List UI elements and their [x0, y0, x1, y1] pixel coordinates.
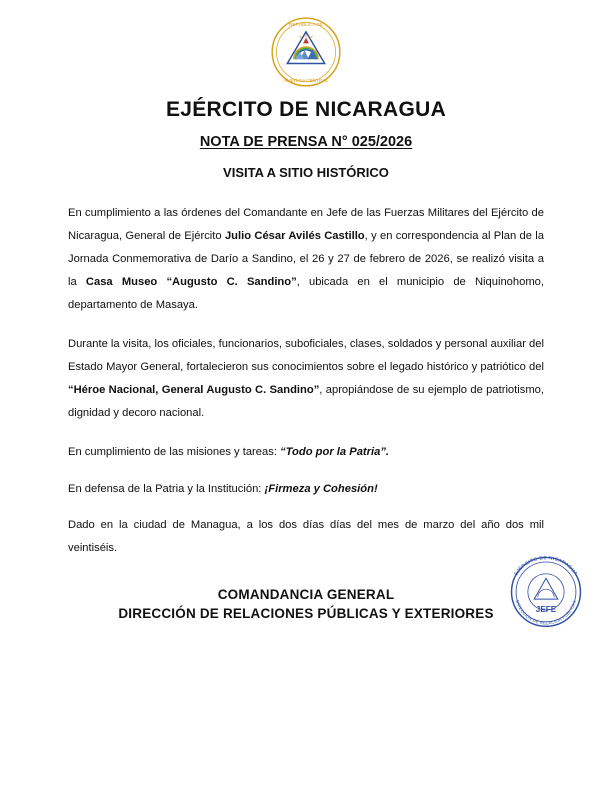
paragraph-5 [68, 514, 544, 560]
text-run: , ubicada en el municipio de Niquinohomo, departamento de Masaya. [68, 275, 544, 311]
crest-container [68, 0, 544, 88]
svg-text:AMÉRICA CENTRAL: AMÉRICA CENTRAL [283, 78, 329, 84]
signature-line-2: DIRECCIÓN DE RELACIONES PÚBLICAS Y EXTERIORES [118, 605, 494, 621]
signature-line-1: COMANDANCIA GENERAL [217, 587, 395, 603]
paragraph-1 [68, 202, 544, 317]
text-run: En cumplimiento a las órdenes del Comandante en Jefe de las Fuerzas Militares del Ejército de Nicaragua, General de Ejército [68, 207, 544, 242]
press-note-number [68, 134, 544, 150]
press-note-number-text: NOTA DE PRENSA N° 025/2026 [199, 134, 413, 150]
text-run: Casa Museo “Augusto C. Sandino” [85, 275, 297, 288]
nicaragua-coat-of-arms-icon [270, 16, 342, 88]
document-body [68, 202, 544, 560]
official-seal-stamp [500, 552, 592, 630]
paragraph-3 [68, 441, 544, 464]
text-run: Durante la visita, los oficiales, funcionarios, suboficiales, clases, soldados y personal auxiliar del Estado Mayor General, fortalecieron sus conocimientos sobre el legado histórico y patriótico del [68, 337, 544, 373]
section-title: VISITA A SITIO HISTÓRICO [223, 165, 389, 180]
paragraph-2 [68, 333, 544, 425]
text-run: ¡Firmeza y Cohesión! [264, 482, 378, 495]
svg-text:EJÉRCITO DE NICARAGUA: EJÉRCITO DE NICARAGUA [514, 556, 578, 577]
text-run: En cumplimiento de las misiones y tareas: [68, 445, 281, 458]
text-run: “Todo por la Patria”. [280, 445, 390, 458]
text-run: , y en correspondencia al Plan de la Jornada Conmemorativa de Darío a Sandino, el 26 y 27 de febrero de 2026, se realizó visita a la [68, 229, 544, 288]
page-title: EJÉRCITO DE NICARAGUA [165, 98, 447, 121]
signature-block [68, 586, 544, 622]
text-run: Julio César Avilés Castillo [224, 229, 365, 242]
svg-text:REPÚBLICA DE: REPÚBLICA DE [288, 22, 324, 28]
svg-text:DIRECCIÓN DE RELACIÓN PÚBLICAS: DIRECCIÓN DE RELACIÓN PÚBLICAS [514, 599, 578, 626]
paragraph-4 [68, 478, 544, 501]
text-run: “Héroe Nacional, General Augusto C. Sandino” [68, 383, 320, 396]
text-run: En defensa de la Patria y la Institución: [68, 482, 265, 495]
text-run: , apropiándose de su ejemplo de patriotismo, dignidad y decoro nacional. [68, 383, 544, 419]
text-run: Dado en la ciudad de Managua, a los dos días días del mes de marzo del año dos mil veintiséis. [68, 519, 544, 555]
svg-text:JEFE: JEFE [535, 604, 557, 614]
